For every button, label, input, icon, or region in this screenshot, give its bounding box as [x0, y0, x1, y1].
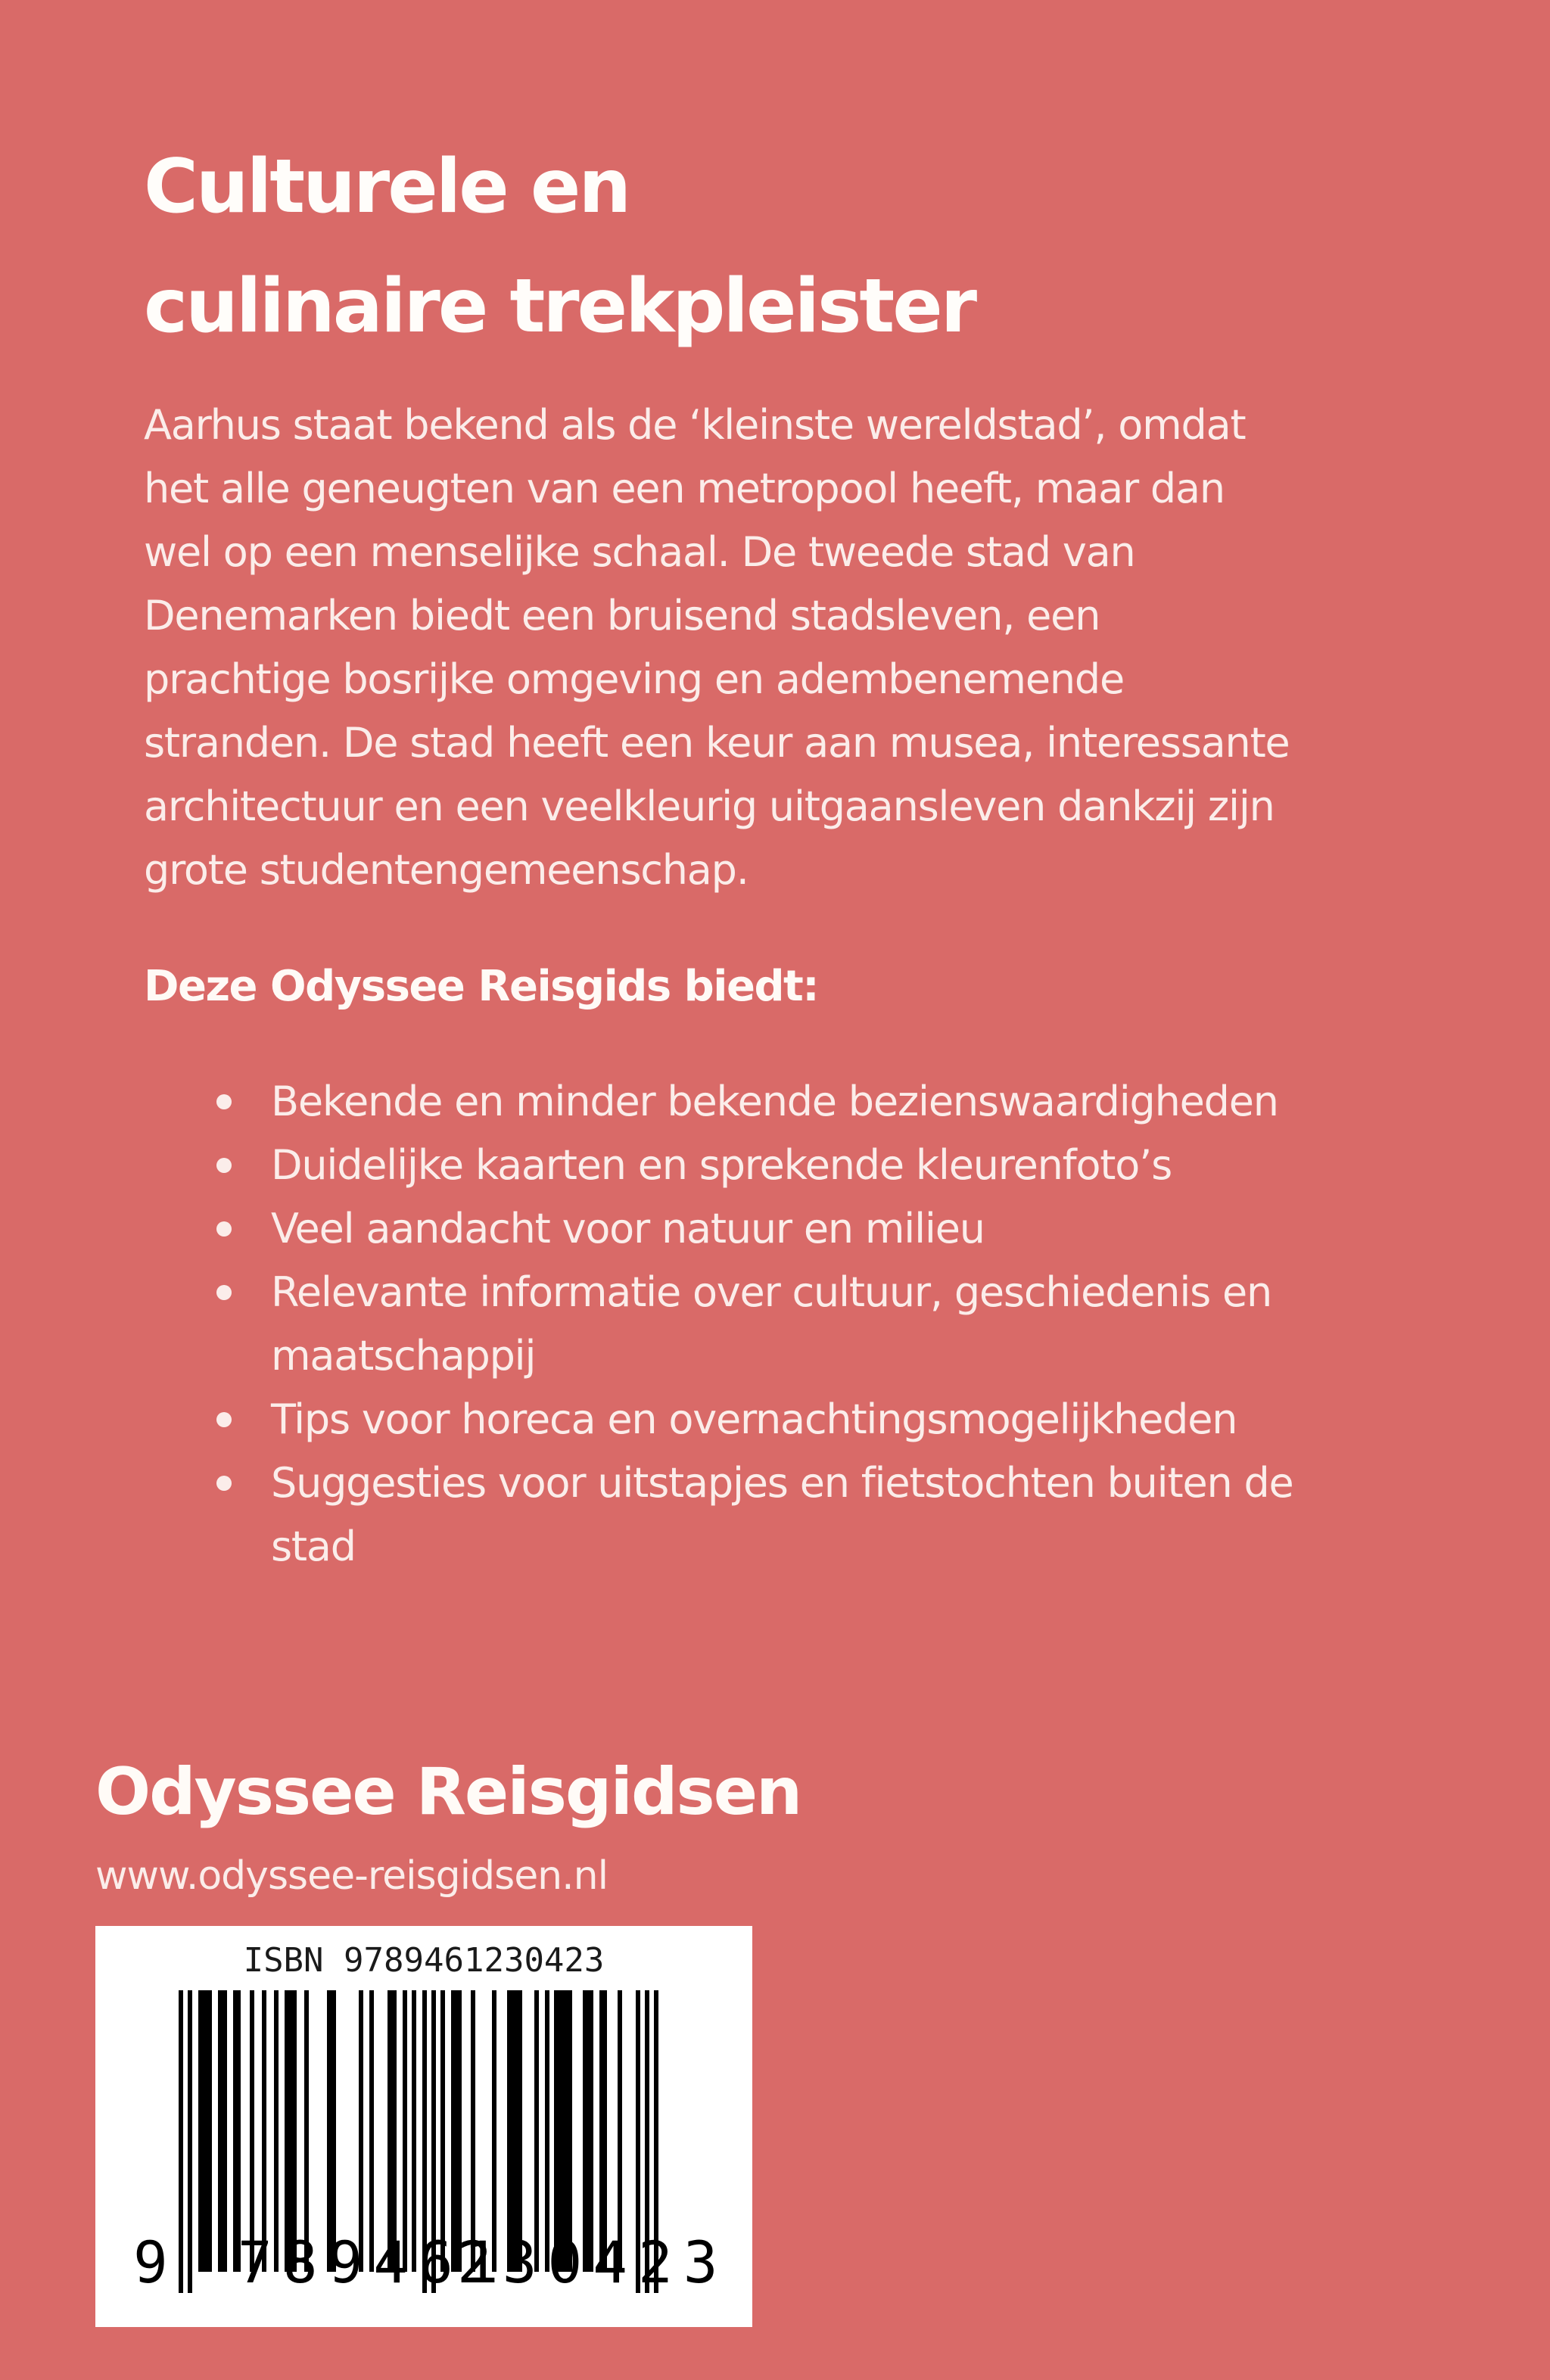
- bullet-icon: [216, 1412, 232, 1427]
- features-list: [144, 1070, 1293, 1579]
- back-cover-title: [144, 127, 975, 366]
- intro-line: wel op een menselijke schaal. De tweede stad van: [144, 528, 1135, 576]
- publisher-name: Odyssee Reisgidsen: [95, 1754, 801, 1830]
- feature-text: Bekende en minder bekende bezienswaardigheden: [271, 1078, 1278, 1125]
- bullet-icon: [216, 1094, 232, 1109]
- barcode-digits-left: 789461: [238, 2229, 509, 2296]
- bullet-icon: [216, 1158, 232, 1173]
- intro-line: Aarhus staat bekend als de ‘kleinste wereldstad’, omdat: [144, 401, 1246, 449]
- feature-item: [144, 1070, 1293, 1134]
- isbn-label: ISBN 9789461230423: [243, 1941, 605, 1980]
- feature-item: [144, 1451, 1293, 1579]
- intro-line: architectuur en een veelkleurig uitgaansleven dankzij zijn: [144, 782, 1275, 830]
- intro-line: Denemarken biedt een bruisend stadsleven, een: [144, 592, 1100, 639]
- isbn-barcode: [95, 1926, 752, 2327]
- feature-text: Veel aandacht voor natuur en milieu: [271, 1205, 985, 1252]
- feature-item: [144, 1197, 1293, 1261]
- intro-paragraph: [144, 394, 1290, 902]
- bullet-icon: [216, 1221, 232, 1237]
- barcode-digits-right: 230423: [457, 2229, 729, 2296]
- feature-item: [144, 1388, 1293, 1451]
- feature-text: stad: [271, 1523, 356, 1570]
- barcode-digits: [95, 2229, 752, 2297]
- title-line: Culturele en: [144, 144, 630, 230]
- bullet-icon: [216, 1285, 232, 1300]
- barcode-digit-first: 9: [133, 2229, 168, 2296]
- feature-text: Tips voor horeca en overnachtingsmogelijkheden: [271, 1395, 1237, 1443]
- features-heading: Deze Odyssee Reisgids biedt:: [144, 962, 819, 1011]
- feature-text: Relevante informatie over cultuur, geschiedenis en: [271, 1268, 1272, 1316]
- intro-line: het alle geneugten van een metropool heeft, maar dan: [144, 465, 1225, 512]
- bullet-icon: [216, 1476, 232, 1491]
- title-line: culinaire trekpleister: [144, 263, 976, 350]
- intro-line: grote studentengemeenschap.: [144, 846, 749, 894]
- intro-line: stranden. De stad heeft een keur aan musea, interessante: [144, 719, 1290, 767]
- feature-text: maatschappij: [271, 1332, 536, 1380]
- feature-text: Suggesties voor uitstapjes en fietstochten buiten de: [271, 1459, 1293, 1507]
- feature-item: [144, 1261, 1293, 1388]
- publisher-website: www.odyssee-reisgidsen.nl: [95, 1853, 608, 1899]
- feature-item: [144, 1134, 1293, 1197]
- feature-text: Duidelijke kaarten en sprekende kleurenfoto’s: [271, 1141, 1172, 1189]
- intro-line: prachtige bosrijke omgeving en adembenemende: [144, 655, 1124, 703]
